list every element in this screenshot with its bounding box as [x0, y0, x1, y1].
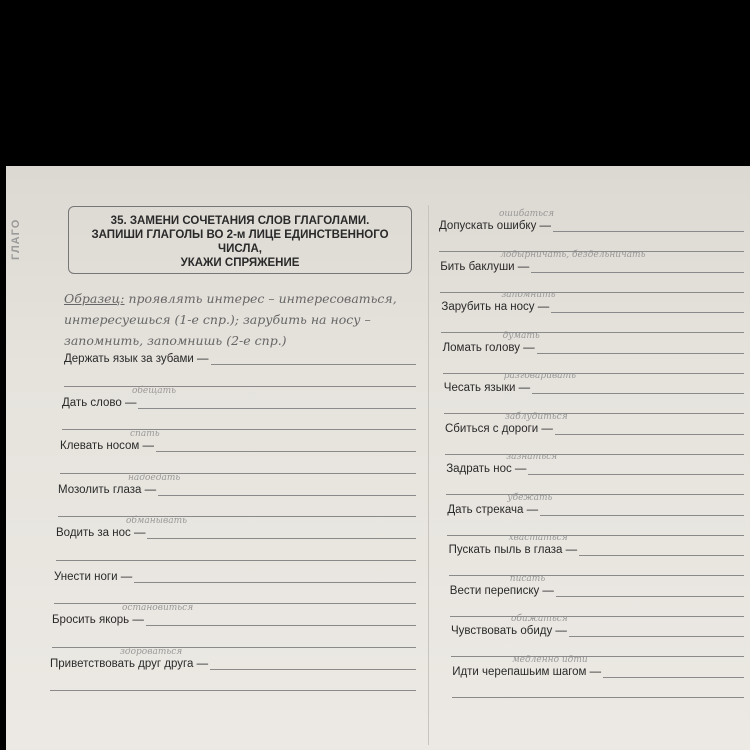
answer-line[interactable]	[134, 582, 416, 583]
phrase-label: Допускать ошибку —	[439, 220, 552, 232]
sample-text: проявлять интерес – интересоваться, интересуешься (1-е спр.); зарубить на носу – запомнить, запомнишь (2-е спр.)	[64, 291, 397, 348]
phrase-label: Мозолить глаза —	[58, 483, 157, 496]
exercise-title-line: УКАЖИ СПРЯЖЕНИЕ	[180, 257, 300, 269]
answer-line[interactable]	[444, 413, 744, 414]
answer-line[interactable]	[452, 697, 744, 698]
answer-line[interactable]	[532, 393, 744, 394]
answer-line[interactable]	[569, 636, 744, 637]
handwritten-answer: убежать	[507, 492, 553, 503]
handwritten-answer: обманывать	[126, 516, 188, 526]
answer-line[interactable]	[211, 364, 417, 365]
handwritten-answer: остановиться	[122, 603, 194, 613]
handwritten-answer: медленно идти	[512, 654, 588, 665]
handwritten-answer: надоедать	[128, 472, 181, 483]
answer-line[interactable]	[579, 555, 744, 556]
answer-line[interactable]	[146, 625, 416, 626]
phrase-label: Пускать пыль в глаза —	[448, 544, 578, 556]
exercise-title-line: ЗАПИШИ ГЛАГОЛЫ ВО 2-м ЛИЦЕ ЕДИНСТВЕННОГО ЧИСЛА,	[91, 229, 389, 255]
answer-line[interactable]	[447, 535, 744, 536]
column-divider	[428, 205, 429, 745]
section-side-tab: ГЛАГО	[10, 218, 22, 260]
phrase-label: Бросить якорь —	[52, 614, 144, 626]
answer-line[interactable]	[555, 434, 744, 435]
answer-line[interactable]	[62, 429, 416, 430]
handwritten-answer: заблудиться	[505, 411, 568, 422]
phrase-label: Приветствовать друг друга —	[50, 657, 209, 670]
handwritten-answer: обещать	[132, 385, 177, 396]
answer-line[interactable]	[60, 473, 416, 474]
handwritten-answer: лодырничать, бездельничать	[500, 249, 646, 260]
answer-line[interactable]	[210, 669, 416, 670]
answer-line[interactable]	[138, 408, 416, 409]
answer-line[interactable]	[156, 451, 416, 452]
answer-line[interactable]	[50, 690, 416, 691]
exercise-title-line: 35. ЗАМЕНИ СОЧЕТАНИЯ СЛОВ ГЛАГОЛАМИ.	[110, 215, 370, 227]
phrase-label: Задрать нос —	[446, 463, 527, 475]
handwritten-answer: зазнаться	[506, 452, 558, 462]
answer-line[interactable]	[551, 312, 744, 313]
answer-line[interactable]	[52, 647, 416, 648]
exercise-title	[90, 214, 390, 270]
phrase-label: Чувствовать обиду —	[451, 625, 567, 637]
handwritten-answer: обижаться	[511, 614, 568, 624]
phrase-label: Клевать носом —	[60, 440, 155, 452]
phrase-label: Ломать голову —	[442, 341, 535, 354]
phrase-label: Зарубить на носу —	[441, 301, 550, 313]
answer-line[interactable]	[449, 575, 744, 576]
phrase-label: Чесать языки —	[443, 382, 531, 394]
answer-line[interactable]	[450, 616, 744, 617]
answer-line[interactable]	[54, 603, 416, 604]
answer-line[interactable]	[553, 231, 744, 232]
answer-line[interactable]	[446, 494, 744, 495]
handwritten-answer: писать	[509, 573, 546, 584]
answer-line[interactable]	[531, 272, 744, 273]
answer-line[interactable]	[443, 373, 744, 374]
phrase-label: Дать стрекача —	[447, 503, 539, 516]
phrase-label: Унести ноги —	[54, 570, 133, 583]
handwritten-answer: думать	[502, 330, 540, 341]
phrase-label: Вести переписку —	[449, 584, 554, 597]
answer-line[interactable]	[441, 332, 744, 333]
answer-line[interactable]	[528, 474, 744, 475]
answer-line[interactable]	[556, 596, 744, 597]
handwritten-answer: разговаривать	[503, 371, 576, 381]
handwritten-answer: здороваться	[120, 646, 183, 657]
phrase-label: Сбиться с дороги —	[445, 422, 553, 435]
handwritten-answer: ошибаться	[499, 209, 555, 219]
phrase-label: Идти черепашьим шагом —	[452, 665, 602, 678]
answer-line[interactable]	[440, 292, 744, 293]
answer-line[interactable]	[451, 656, 744, 657]
sample-example	[64, 288, 420, 351]
answer-line[interactable]	[58, 516, 416, 517]
answer-line[interactable]	[147, 538, 416, 539]
phrase-label: Держать язык за зубами —	[64, 353, 209, 365]
answer-line[interactable]	[64, 386, 416, 387]
answer-line[interactable]	[445, 454, 744, 455]
handwritten-answer: спать	[130, 429, 160, 439]
phrase-label: Дать слово —	[62, 396, 137, 409]
answer-line[interactable]	[158, 495, 416, 496]
handwritten-answer: запомнить	[501, 290, 556, 300]
phrase-label: Бить баклуши —	[440, 260, 530, 273]
phrase-label: Водить за нос —	[56, 527, 146, 539]
answer-line[interactable]	[537, 353, 744, 354]
answer-line[interactable]	[603, 677, 744, 678]
answer-line[interactable]	[56, 560, 416, 561]
answer-line[interactable]	[540, 515, 744, 516]
handwritten-answer: хвастаться	[508, 533, 568, 543]
sample-label: Образец:	[64, 291, 125, 306]
